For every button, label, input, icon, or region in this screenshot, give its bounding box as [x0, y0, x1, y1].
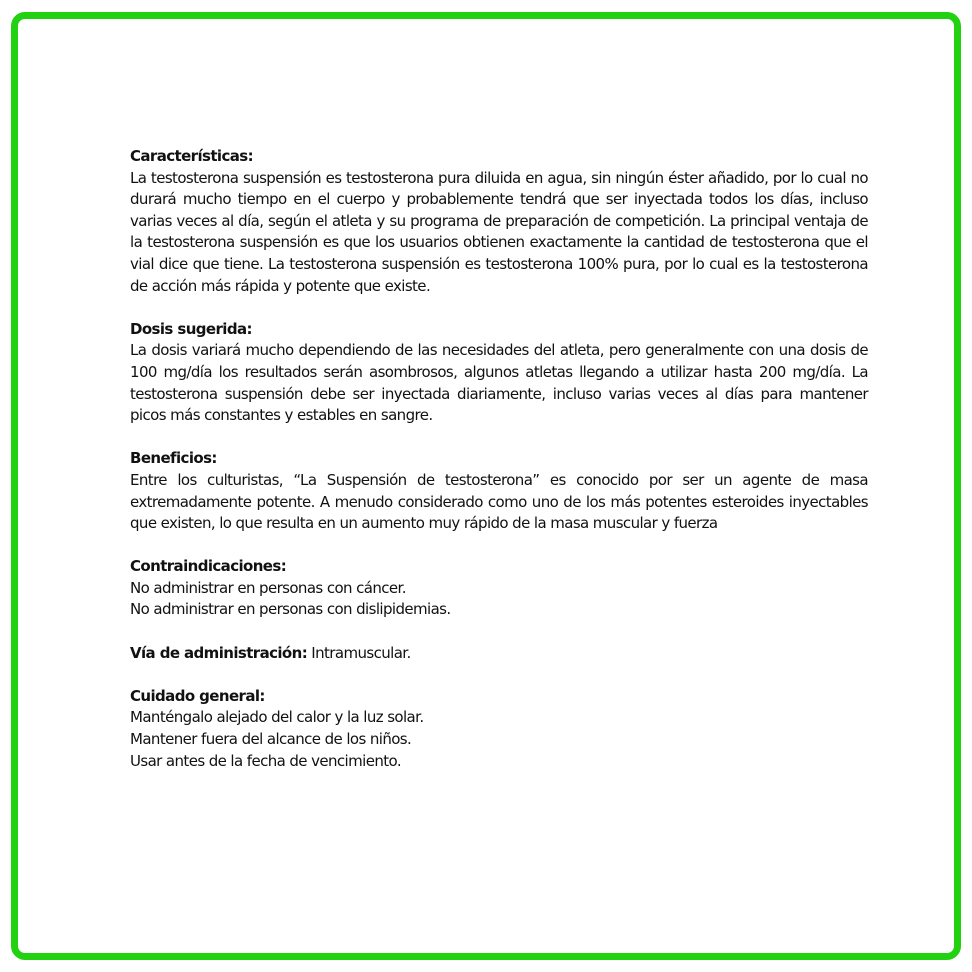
cuidado-line: Manténgalo alejado del calor y la luz solar.: [130, 708, 424, 727]
text-dosis-sugerida: La dosis variará mucho dependiendo de las necesidades del atleta, pero generalmente con una dosis de 100 mg/día los resultados serán asombrosos, algunos atletas llegando a utilizar hasta 200 mg/día. La testosterona suspensión debe ser inyectada diariamente, incluso varias veces al días para mantener picos más constantes y estables en sangre.: [130, 341, 868, 425]
text-caracteristicas: La testosterona suspensión es testosterona pura diluida en agua, sin ningún éster añadido, por lo cual no durará mucho tiempo en el cuerpo y probablemente tendrá que ser inyectada todos los días, incluso varias veces al día, según el atleta y su programa de preparación de competición. La principal ventaja de la testosterona suspensión es que los usuarios obtienen exactamente la cantidad de testosterona que el vial dice que tiene. La testosterona suspensión es testosterona 100% pura, por lo cual es la testosterona de acción más rápida y potente que existe.: [130, 168, 868, 295]
via-administracion-value: Intramuscular.: [307, 643, 411, 662]
product-info-document: [130, 146, 868, 794]
heading-caracteristicas: Características:: [130, 147, 254, 165]
heading-cuidado-general: Cuidado general:: [130, 686, 265, 705]
section-beneficios: [130, 448, 868, 534]
section-contraindicaciones: [130, 556, 868, 621]
cuidado-line: Mantener fuera del alcance de los niños.: [130, 730, 412, 749]
heading-beneficios: Beneficios:: [130, 449, 217, 468]
heading-contraindicaciones: Contraindicaciones:: [130, 557, 287, 576]
section-via-administracion: [130, 643, 868, 665]
heading-via-administracion: Vía de administración:: [130, 643, 308, 662]
contraindicacion-line: No administrar en personas con dislipidemias.: [130, 600, 451, 619]
cuidado-line: Usar antes de la fecha de vencimiento.: [130, 751, 402, 770]
contraindicacion-line: No administrar en personas con cáncer.: [130, 578, 406, 597]
section-cuidado-general: [130, 686, 868, 772]
section-dosis-sugerida: [130, 319, 868, 427]
section-caracteristicas: [130, 146, 868, 297]
text-beneficios: Entre los culturistas, “La Suspensión de testosterona” es conocido por ser un agente de masa extremadamente potente. A menudo considerado como uno de los más potentes esteroides inyectables que existen, lo que resulta en un aumento muy rápido de la masa muscular y fuerza: [130, 470, 868, 533]
heading-dosis-sugerida: Dosis sugerida:: [130, 319, 252, 338]
